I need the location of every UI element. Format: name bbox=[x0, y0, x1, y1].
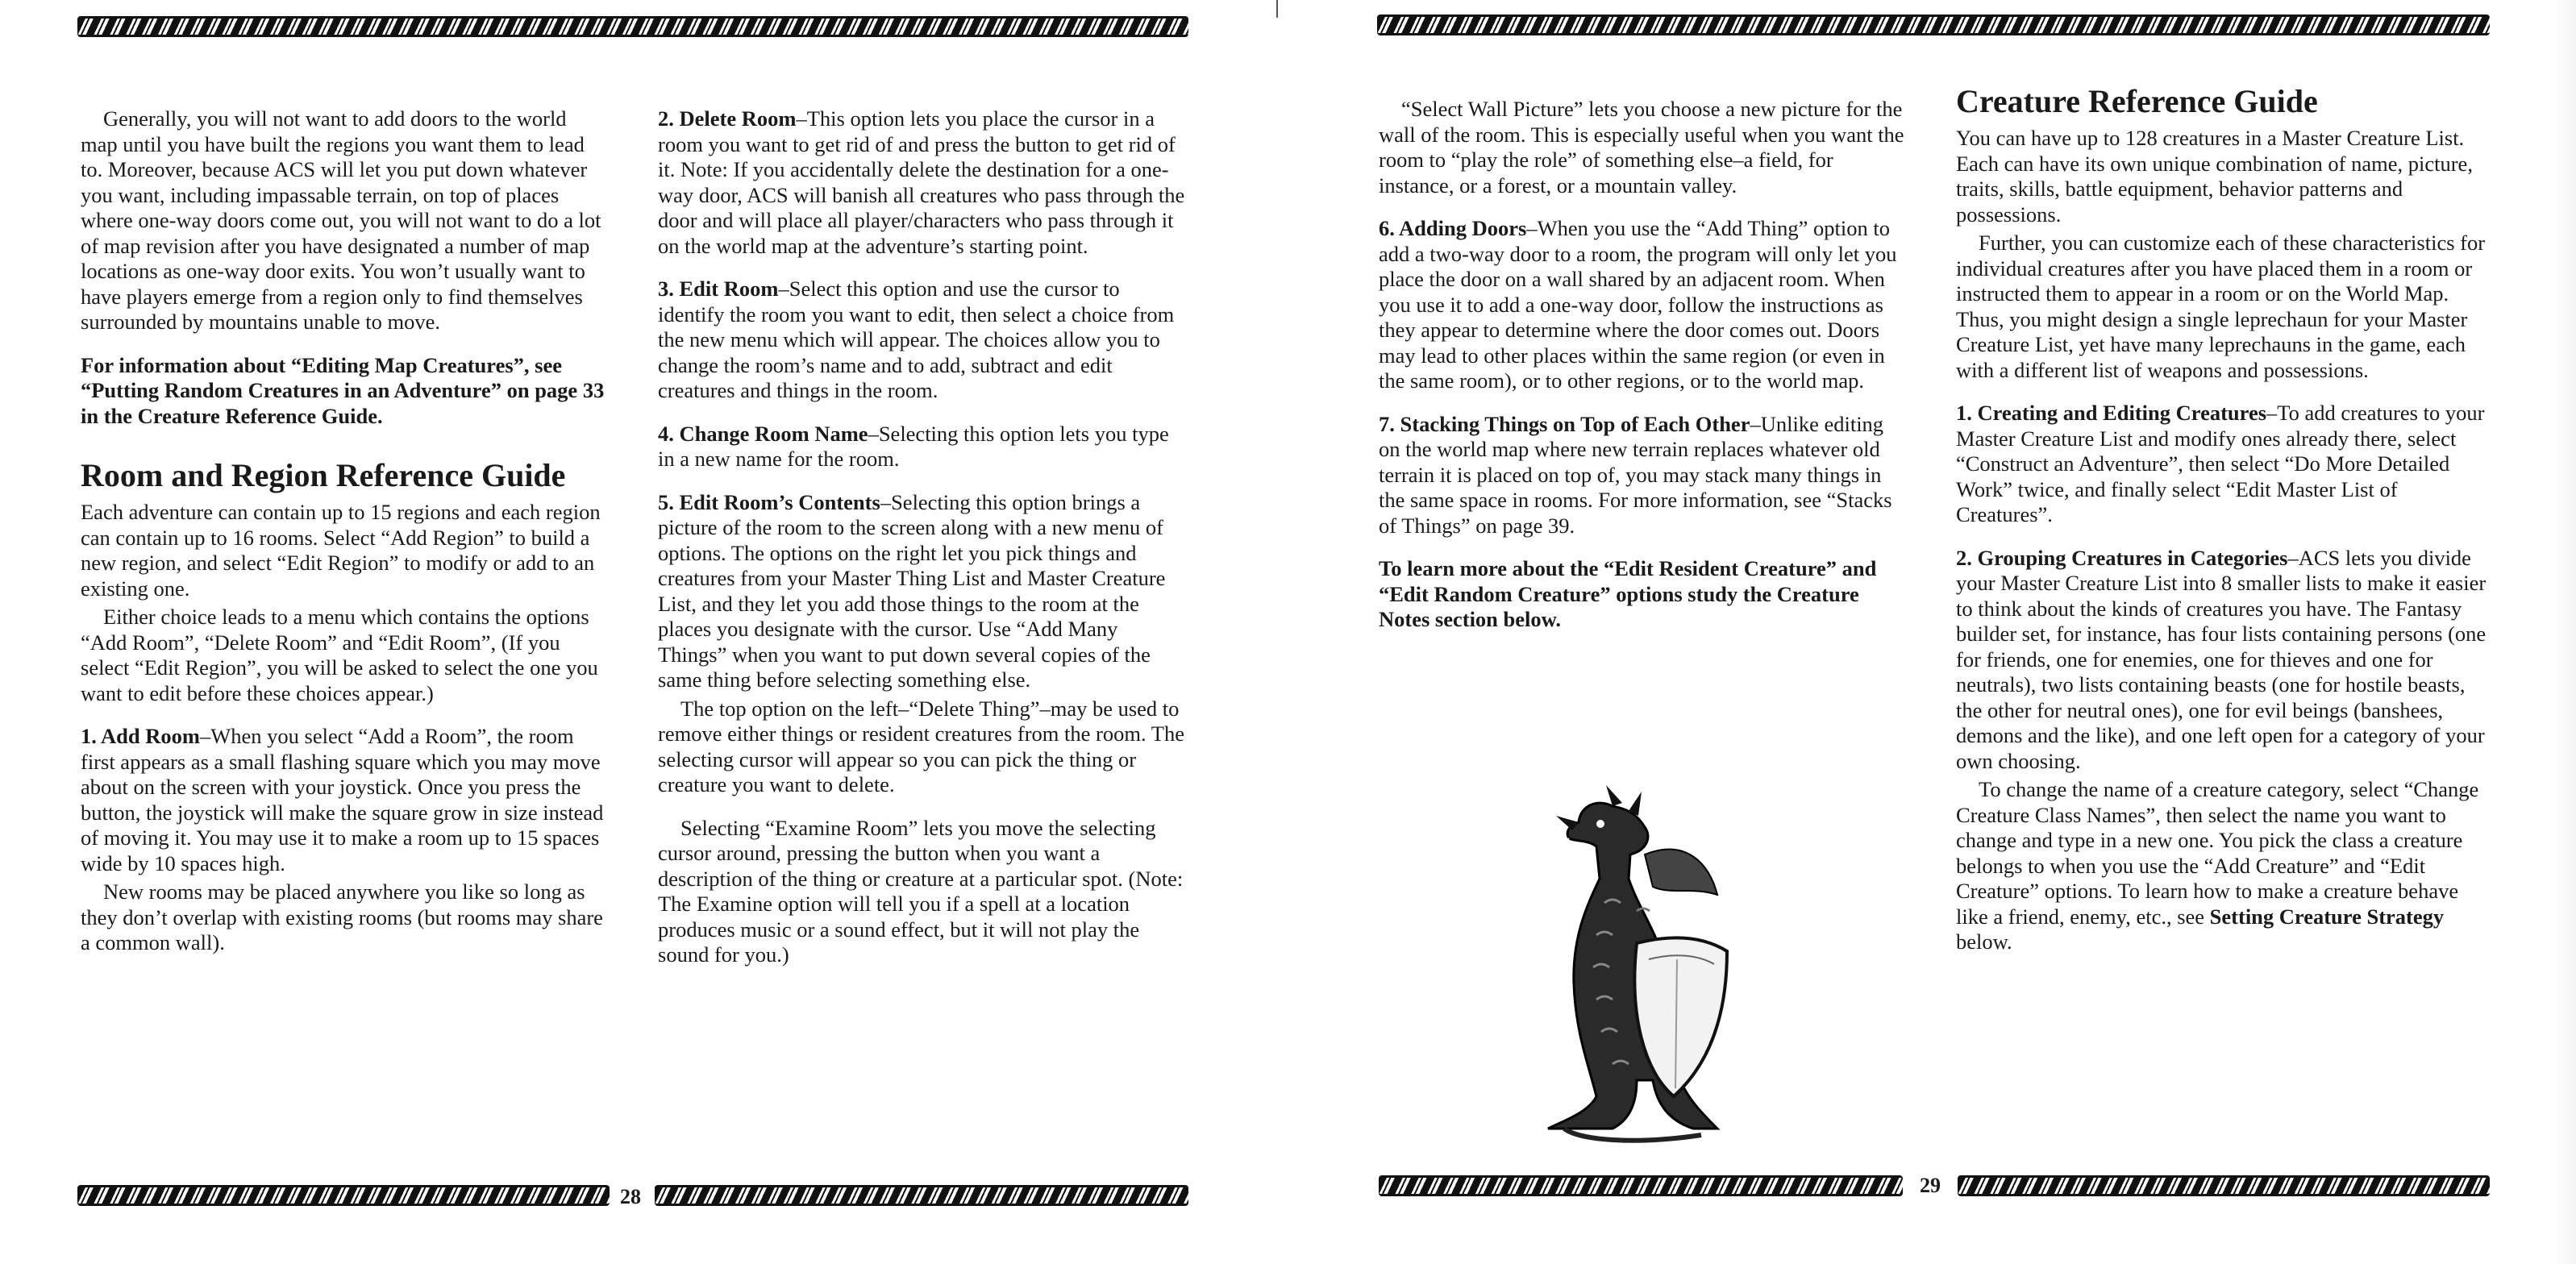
item-text: –Select this option and use the cursor to identify the room you want to edit, then select a choice from the new menu which will appear. The choices allow you to change the room’s name and to add, subtract and edit creatures and things in the room. bbox=[658, 276, 1175, 402]
item-text: –When you use the “Add Thing” option to add a two-way door to a room, the program will only let you place the door on a wall shared by an adjacent room. When you use it to add a one-way door, follow the instructions as they appear to determine where the door comes out. Doors may lead to other places within the same region (or even in the same room), or to other regions, or to the world map. bbox=[1379, 216, 1897, 393]
bottom-border-right-a bbox=[1379, 1175, 1903, 1196]
item-text: –Selecting this option lets you type in a new name for the room. bbox=[658, 421, 1169, 471]
item-title: 7. Stacking Things on Top of Each Other bbox=[1379, 411, 1750, 436]
item-adding-doors bbox=[1379, 216, 1904, 394]
paragraph: Each adventure can contain up to 15 regions and each region can contain up to 16 rooms. Select “Add Region” to build a new region, and select “Edit Region” to modify or add to an existing one. bbox=[81, 500, 601, 601]
info-note: For information about “Editing Map Creatures”, see “Putting Random Creatures in an Adventure” on page 33 in the Creature Reference Guide. bbox=[81, 352, 605, 428]
item-title: 2. Grouping Creatures in Categories bbox=[1956, 545, 2288, 570]
paragraph: The top option on the left–“Delete Thing”–may be used to remove either things or resident creatures from the room. The selecting cursor will appear so you can pick the thing or creature you want to delete. bbox=[658, 696, 1184, 796]
page-spine bbox=[1276, 0, 1278, 18]
item-add-room bbox=[81, 724, 605, 876]
paragraph bbox=[1956, 777, 2488, 955]
item-title: 5. Edit Room’s Contents bbox=[658, 489, 880, 514]
item-edit-room-contents bbox=[658, 490, 1187, 693]
item-text: –This option lets you place the cursor in a room you want to get rid of and press the button to get rid of it. Note: If you accidentally delete the destination for a one-way door, ACS will banish all creatures who pass through the door and will place all player/characters who pass through it on the world map at the adventure’s starting point. bbox=[658, 106, 1185, 258]
item-change-room-name bbox=[658, 422, 1187, 472]
page-edge bbox=[2552, 0, 2576, 1264]
paragraph: New rooms may be placed anywhere you like so long as they don’t overlap with existing rooms (but rooms may share a common wall). bbox=[81, 879, 603, 954]
paragraph: Selecting “Examine Room” lets you move the selecting cursor around, pressing the button when you want a description of the thing or creature at a particular spot. (Note: The Examine option will tell you if a spell at a location produces music or a sound effect, but it will not play the sound for you.) bbox=[658, 815, 1184, 967]
item-text: –Selecting this option brings a picture of the room to the screen along with a new menu of options. The options on the right let you pick things and creatures from your Master Thing List and Master Creature List, and they let you add those things to the room at the places you designate with the cursor. Use “Add Many Things” when you want to put down several copies of the same thing before selecting something else. bbox=[658, 489, 1166, 692]
item-text: –When you select “Add a Room”, the room first appears as a small flashing square which you may move about on the screen with your joystick. Once you press the button, the joystick will make the square grow in size instead of moving it. You may use it to make a room up to 15 spaces wide by 10 spaces high. bbox=[81, 724, 604, 875]
column-3 bbox=[1379, 97, 1904, 651]
item-title: 4. Change Room Name bbox=[658, 421, 868, 446]
item-text: –To add creatures to your Master Creature List and modify ones already there, select “Construct an Adventure”, then select “Do More Detailed Work” twice, and finally select “Edit Master List of Creatures”. bbox=[1956, 401, 2485, 526]
item-text: To change the name of a creature category, select “Change Creature Class Names”, then select the name you want to change and type in a new one. You pick the class a creature belongs to when you use the “Add Creature” and “Edit Creature” options. To learn how to make a creature behave like a friend, enemy, etc., see bbox=[1956, 777, 2479, 929]
paragraph: Either choice leads to a menu which contains the options “Add Room”, “Delete Room” and “Edit Room”, (If you select “Edit Region”, you will be asked to select the one you want to edit before these choices appear.) bbox=[81, 605, 598, 705]
section-heading-creature-reference: Creature Reference Guide bbox=[1956, 83, 2318, 119]
item-text: below. bbox=[1956, 929, 2012, 954]
inline-bold-reference: Setting Creature Strategy bbox=[2209, 904, 2445, 929]
item-title: 3. Edit Room bbox=[658, 276, 779, 301]
column-2 bbox=[658, 106, 1187, 986]
paragraph: You can have up to 128 creatures in a Master Creature List. Each can have its own unique combination of name, picture, traits, skills, battle equipment, behavior patterns and possessions. bbox=[1956, 126, 2473, 227]
bottom-border-left-a bbox=[77, 1185, 610, 1206]
item-stacking-things bbox=[1379, 412, 1904, 539]
page-number-right: 29 bbox=[1920, 1174, 1941, 1197]
paragraph: Further, you can customize each of these characteristics for individual creatures after you have placed them in a room or instructed them to appear in a room or on the World Map. Thus, you might design a single leprechaun for your Master Creature List, yet have many leprechauns in the game, each with a different list of weapons and possessions. bbox=[1956, 231, 2486, 382]
bottom-border-right-b bbox=[1958, 1175, 2490, 1196]
item-delete-room bbox=[658, 106, 1187, 259]
info-note: To learn more about the “Edit Resident Creature” and “Edit Random Creature” options study the Creature Notes section below. bbox=[1379, 556, 1877, 631]
item-creating-editing-creatures bbox=[1956, 401, 2488, 528]
item-grouping-creatures bbox=[1956, 546, 2488, 775]
item-title: 1. Creating and Editing Creatures bbox=[1956, 401, 2267, 425]
column-4 bbox=[1956, 84, 2488, 973]
column-1 bbox=[81, 106, 605, 974]
top-border-right bbox=[1377, 15, 2490, 35]
bottom-border-left-b bbox=[655, 1185, 1188, 1206]
top-border-left bbox=[77, 16, 1188, 37]
item-title: 1. Add Room bbox=[81, 724, 200, 748]
item-text: –ACS lets you divide your Master Creature List into 8 smaller lists to make it easier to think about the kinds of creatures you have. The Fantasy builder set, for instance, has four lists containing persons (one for friends, one for enemies, one for thieves and one for neutrals), two lists containing beasts (one for hostile beasts, the other for neutral ones), one for evil beings (banshees, demons and the like), and one left open for a category of your own choosing. bbox=[1956, 545, 2487, 773]
item-edit-room bbox=[658, 276, 1187, 404]
item-title: 6. Adding Doors bbox=[1379, 216, 1527, 240]
page-number-left: 28 bbox=[620, 1185, 641, 1208]
dragon-with-shield-illustration bbox=[1516, 774, 1758, 1153]
paragraph: Generally, you will not want to add doors to the world map until you have built the regions you want them to lead to. Moreover, because ACS will let you put down whatever you want, including impassable terrain, on top of places where one-way doors come out, you will not want to do a lot of map revision after you have designated a number of map locations as one-way door exits. You won’t usually want to have players emerge from a region only to find themselves surrounded by mountains unable to move. bbox=[81, 106, 601, 334]
item-title: 2. Delete Room bbox=[658, 106, 797, 131]
paragraph: “Select Wall Picture” lets you choose a new picture for the wall of the room. This is especially useful when you want the room to “play the role” of something else–a field, for instance, or a forest, or a mountain valley. bbox=[1379, 97, 1904, 198]
item-text: –Unlike editing on the world map where new terrain replaces whatever old terrain it is placed on top of, you may stack many things in the same space in rooms. For more information, see “Stacks of Things” on page 39. bbox=[1379, 411, 1892, 538]
section-heading-room-region: Room and Region Reference Guide bbox=[81, 457, 566, 493]
